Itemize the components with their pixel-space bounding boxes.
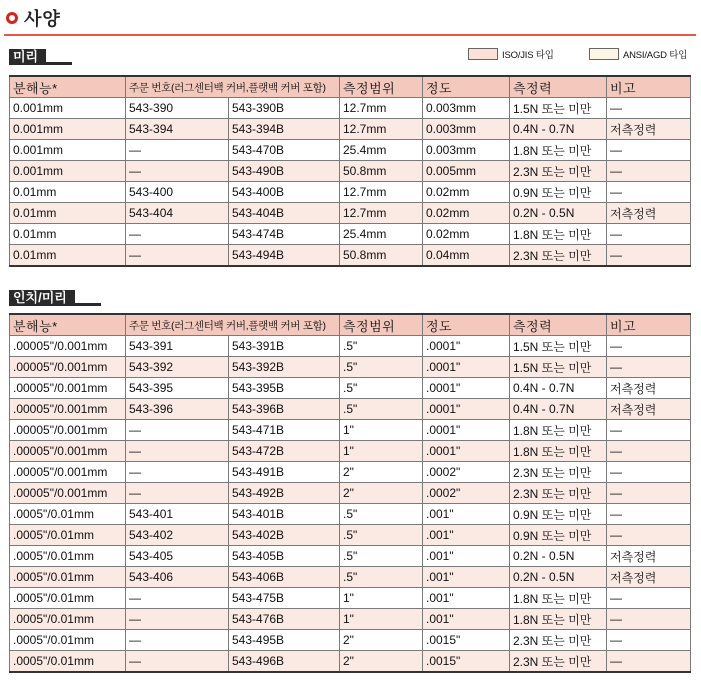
cell-order-iso: 543-395 <box>126 378 229 399</box>
table-row <box>10 588 691 609</box>
table-row <box>10 630 691 651</box>
table-row <box>10 203 691 224</box>
cell-accuracy: 0.005mm <box>423 161 510 182</box>
metric-header-row <box>10 76 691 98</box>
cell-order-iso: 543-401 <box>126 504 229 525</box>
col-header-force: 측정력 <box>510 76 607 98</box>
cell-order-iso: 543-404 <box>126 203 229 224</box>
cell-force: 1.8N 또는 미만 <box>510 420 607 441</box>
cell-order-iso: — <box>126 588 229 609</box>
cell-range: 1" <box>340 588 423 609</box>
cell-order-ansi: 543-405B <box>229 546 340 567</box>
cell-order-ansi: 543-494B <box>229 245 340 267</box>
cell-order-iso: 543-402 <box>126 525 229 546</box>
cell-force: 1.5N 또는 미만 <box>510 336 607 357</box>
col-header-range: 측정범위 <box>340 76 423 98</box>
metric-spec-table <box>9 75 691 267</box>
cell-force: 0.4N - 0.7N <box>510 119 607 140</box>
cell-force: 0.4N - 0.7N <box>510 378 607 399</box>
cell-range: .5" <box>340 567 423 588</box>
col-header-force: 측정력 <box>510 314 607 336</box>
cell-force: 1.8N 또는 미만 <box>510 224 607 245</box>
cell-force: 0.2N - 0.5N <box>510 567 607 588</box>
cell-accuracy: .0001" <box>423 336 510 357</box>
cell-order-ansi: 543-391B <box>229 336 340 357</box>
cell-remarks: — <box>607 161 691 182</box>
cell-resolution: .00005"/0.001mm <box>10 357 126 378</box>
cell-order-ansi: 543-401B <box>229 504 340 525</box>
table-row <box>10 420 691 441</box>
cell-accuracy: 0.003mm <box>423 140 510 161</box>
cell-order-ansi: 543-471B <box>229 420 340 441</box>
cell-resolution: .00005"/0.001mm <box>10 441 126 462</box>
table-row <box>10 567 691 588</box>
cell-resolution: 0.01mm <box>10 224 126 245</box>
cell-range: 2" <box>340 630 423 651</box>
cell-order-iso: — <box>126 651 229 673</box>
cell-range: .5" <box>340 336 423 357</box>
cell-range: .5" <box>340 399 423 420</box>
inch-header-row <box>10 314 691 336</box>
cell-force: 1.8N 또는 미만 <box>510 609 607 630</box>
col-header-order-number: 주문 번호(러그센터백 커버,플랫백 커버 포함) <box>126 314 340 336</box>
cell-order-ansi: 543-396B <box>229 399 340 420</box>
cell-accuracy: .001" <box>423 525 510 546</box>
cell-accuracy: 0.003mm <box>423 98 510 119</box>
cell-order-iso: — <box>126 630 229 651</box>
cell-accuracy: .001" <box>423 504 510 525</box>
cell-resolution: .0005"/0.01mm <box>10 630 126 651</box>
cell-accuracy: .0015" <box>423 651 510 673</box>
cell-order-ansi: 543-400B <box>229 182 340 203</box>
cell-remarks: — <box>607 336 691 357</box>
section-title-row <box>6 6 61 30</box>
cell-range: 12.7mm <box>340 203 423 224</box>
cell-resolution: .0005"/0.01mm <box>10 651 126 673</box>
cell-remarks: — <box>607 651 691 673</box>
cell-order-iso: — <box>126 224 229 245</box>
table-row <box>10 98 691 119</box>
metric-section-tab: 미리 <box>9 49 46 65</box>
cell-resolution: 0.001mm <box>10 140 126 161</box>
cell-order-ansi: 543-491B <box>229 462 340 483</box>
cell-order-ansi: 543-495B <box>229 630 340 651</box>
legend-ansi-swatch <box>589 48 619 60</box>
cell-resolution: 0.01mm <box>10 203 126 224</box>
cell-range: 12.7mm <box>340 98 423 119</box>
cell-order-iso: — <box>126 441 229 462</box>
cell-accuracy: .001" <box>423 609 510 630</box>
table-row <box>10 525 691 546</box>
inch-spec-table <box>9 313 691 673</box>
cell-order-ansi: 543-476B <box>229 609 340 630</box>
cell-force: 1.8N 또는 미만 <box>510 588 607 609</box>
cell-remarks: — <box>607 420 691 441</box>
cell-accuracy: .0001" <box>423 357 510 378</box>
cell-resolution: .00005"/0.001mm <box>10 483 126 504</box>
cell-force: 1.5N 또는 미만 <box>510 357 607 378</box>
cell-force: 2.3N 또는 미만 <box>510 462 607 483</box>
cell-remarks: — <box>607 245 691 267</box>
cell-remarks: — <box>607 462 691 483</box>
table-row <box>10 651 691 673</box>
cell-order-ansi: 543-392B <box>229 357 340 378</box>
cell-accuracy: .0001" <box>423 399 510 420</box>
cell-resolution: 0.001mm <box>10 98 126 119</box>
cell-range: 2" <box>340 651 423 673</box>
cell-range: 50.8mm <box>340 161 423 182</box>
cell-resolution: .00005"/0.001mm <box>10 420 126 441</box>
cell-accuracy: 0.003mm <box>423 119 510 140</box>
table-row <box>10 378 691 399</box>
cell-remarks: 저측정력 <box>607 567 691 588</box>
legend-ansi-label: ANSI/AGD 타입 <box>623 50 688 61</box>
page-title: 사양 <box>24 9 61 29</box>
cell-order-ansi: 543-402B <box>229 525 340 546</box>
cell-order-ansi: 543-475B <box>229 588 340 609</box>
cell-order-iso: 543-391 <box>126 336 229 357</box>
cell-remarks: — <box>607 609 691 630</box>
cell-order-ansi: 543-492B <box>229 483 340 504</box>
cell-resolution: .00005"/0.001mm <box>10 336 126 357</box>
cell-accuracy: .001" <box>423 567 510 588</box>
cell-order-iso: — <box>126 420 229 441</box>
cell-remarks: 저측정력 <box>607 119 691 140</box>
cell-force: 0.9N 또는 미만 <box>510 182 607 203</box>
cell-range: 1" <box>340 441 423 462</box>
table-row <box>10 399 691 420</box>
cell-force: 2.3N 또는 미만 <box>510 161 607 182</box>
cell-order-ansi: 543-490B <box>229 161 340 182</box>
cell-order-iso: — <box>126 140 229 161</box>
cell-order-ansi: 543-390B <box>229 98 340 119</box>
col-header-resolution: 분해능* <box>10 314 126 336</box>
inch-section-tab-tail <box>75 303 101 306</box>
table-row <box>10 441 691 462</box>
cell-range: 25.4mm <box>340 224 423 245</box>
cell-order-iso: 543-396 <box>126 399 229 420</box>
cell-order-iso: 543-392 <box>126 357 229 378</box>
cell-range: 2" <box>340 483 423 504</box>
cell-resolution: .00005"/0.001mm <box>10 462 126 483</box>
cell-force: 0.2N - 0.5N <box>510 203 607 224</box>
cell-range: 25.4mm <box>340 140 423 161</box>
cell-remarks: — <box>607 224 691 245</box>
cell-order-iso: 543-400 <box>126 182 229 203</box>
cell-resolution: .0005"/0.01mm <box>10 525 126 546</box>
cell-order-iso: 543-390 <box>126 98 229 119</box>
cell-remarks: — <box>607 441 691 462</box>
cell-range: .5" <box>340 546 423 567</box>
inch-section-header <box>9 290 101 306</box>
cell-range: 2" <box>340 462 423 483</box>
cell-resolution: .0005"/0.01mm <box>10 588 126 609</box>
cell-force: 0.9N 또는 미만 <box>510 504 607 525</box>
cell-order-iso: 543-405 <box>126 546 229 567</box>
cell-order-iso: — <box>126 161 229 182</box>
cell-remarks: — <box>607 588 691 609</box>
legend-iso-swatch <box>468 48 498 60</box>
cell-range: .5" <box>340 525 423 546</box>
cell-remarks: — <box>607 483 691 504</box>
cell-order-iso: — <box>126 609 229 630</box>
table-row <box>10 336 691 357</box>
cell-remarks: — <box>607 504 691 525</box>
col-header-range: 측정범위 <box>340 314 423 336</box>
table-row <box>10 483 691 504</box>
inch-section-tab: 인치/미리 <box>9 290 75 306</box>
cell-resolution: .00005"/0.001mm <box>10 378 126 399</box>
cell-order-ansi: 543-496B <box>229 651 340 673</box>
cell-order-ansi: 543-404B <box>229 203 340 224</box>
legend-iso <box>468 46 554 62</box>
col-header-order-number: 주문 번호(러그센터백 커버,플랫백 커버 포함) <box>126 76 340 98</box>
cell-remarks: — <box>607 525 691 546</box>
cell-force: 1.8N 또는 미만 <box>510 441 607 462</box>
legend-iso-label: ISO/JIS 타입 <box>502 50 554 61</box>
cell-force: 1.8N 또는 미만 <box>510 140 607 161</box>
cell-remarks: 저측정력 <box>607 399 691 420</box>
cell-order-ansi: 543-472B <box>229 441 340 462</box>
cell-order-ansi: 543-395B <box>229 378 340 399</box>
cell-force: 0.9N 또는 미만 <box>510 525 607 546</box>
cell-force: 0.4N - 0.7N <box>510 399 607 420</box>
cell-accuracy: 0.04mm <box>423 245 510 267</box>
cell-order-iso: — <box>126 462 229 483</box>
circle-bullet-icon <box>6 12 18 24</box>
cell-remarks: 저측정력 <box>607 378 691 399</box>
cell-remarks: 저측정력 <box>607 546 691 567</box>
cell-remarks: — <box>607 182 691 203</box>
table-row <box>10 609 691 630</box>
cell-range: .5" <box>340 504 423 525</box>
table-row <box>10 140 691 161</box>
table-row <box>10 182 691 203</box>
cell-resolution: .0005"/0.01mm <box>10 546 126 567</box>
cell-range: 50.8mm <box>340 245 423 267</box>
cell-resolution: .00005"/0.001mm <box>10 399 126 420</box>
col-header-remarks: 비고 <box>607 76 691 98</box>
cell-resolution: .0005"/0.01mm <box>10 609 126 630</box>
cell-resolution: 0.001mm <box>10 119 126 140</box>
cell-order-iso: 543-406 <box>126 567 229 588</box>
cell-accuracy: 0.02mm <box>423 182 510 203</box>
cell-force: 2.3N 또는 미만 <box>510 651 607 673</box>
table-row <box>10 119 691 140</box>
cell-remarks: — <box>607 630 691 651</box>
cell-range: 1" <box>340 420 423 441</box>
cell-accuracy: .0001" <box>423 378 510 399</box>
cell-accuracy: .0002" <box>423 462 510 483</box>
cell-force: 1.5N 또는 미만 <box>510 98 607 119</box>
cell-accuracy: 0.02mm <box>423 203 510 224</box>
cell-remarks: 저측정력 <box>607 203 691 224</box>
cell-resolution: 0.01mm <box>10 182 126 203</box>
cell-force: 0.2N - 0.5N <box>510 546 607 567</box>
table-row <box>10 161 691 182</box>
cell-order-ansi: 543-394B <box>229 119 340 140</box>
table-row <box>10 546 691 567</box>
cell-accuracy: .0001" <box>423 420 510 441</box>
table-row <box>10 224 691 245</box>
cell-order-iso: — <box>126 245 229 267</box>
cell-remarks: — <box>607 140 691 161</box>
cell-range: .5" <box>340 378 423 399</box>
cell-remarks: — <box>607 98 691 119</box>
cell-order-iso: 543-394 <box>126 119 229 140</box>
cell-remarks: — <box>607 357 691 378</box>
cell-resolution: .0005"/0.01mm <box>10 567 126 588</box>
cell-order-iso: — <box>126 483 229 504</box>
cell-range: 12.7mm <box>340 119 423 140</box>
cell-accuracy: .001" <box>423 588 510 609</box>
cell-range: 12.7mm <box>340 182 423 203</box>
legend-ansi <box>589 46 687 62</box>
cell-range: 1" <box>340 609 423 630</box>
cell-force: 2.3N 또는 미만 <box>510 245 607 267</box>
cell-order-ansi: 543-406B <box>229 567 340 588</box>
metric-section-header <box>9 49 72 65</box>
table-row <box>10 504 691 525</box>
table-row <box>10 462 691 483</box>
metric-section-tab-tail <box>46 62 72 65</box>
cell-order-ansi: 543-474B <box>229 224 340 245</box>
cell-resolution: 0.01mm <box>10 245 126 267</box>
title-divider <box>4 34 696 36</box>
cell-force: 2.3N 또는 미만 <box>510 483 607 504</box>
cell-accuracy: .0001" <box>423 441 510 462</box>
cell-resolution: .0005"/0.01mm <box>10 504 126 525</box>
cell-accuracy: 0.02mm <box>423 224 510 245</box>
cell-force: 2.3N 또는 미만 <box>510 630 607 651</box>
col-header-accuracy: 정도 <box>423 76 510 98</box>
col-header-accuracy: 정도 <box>423 314 510 336</box>
cell-accuracy: .0002" <box>423 483 510 504</box>
cell-accuracy: .0015" <box>423 630 510 651</box>
col-header-resolution: 분해능* <box>10 76 126 98</box>
cell-range: .5" <box>340 357 423 378</box>
col-header-remarks: 비고 <box>607 314 691 336</box>
cell-order-ansi: 543-470B <box>229 140 340 161</box>
table-row <box>10 357 691 378</box>
cell-accuracy: .001" <box>423 546 510 567</box>
table-row <box>10 245 691 267</box>
cell-resolution: 0.001mm <box>10 161 126 182</box>
